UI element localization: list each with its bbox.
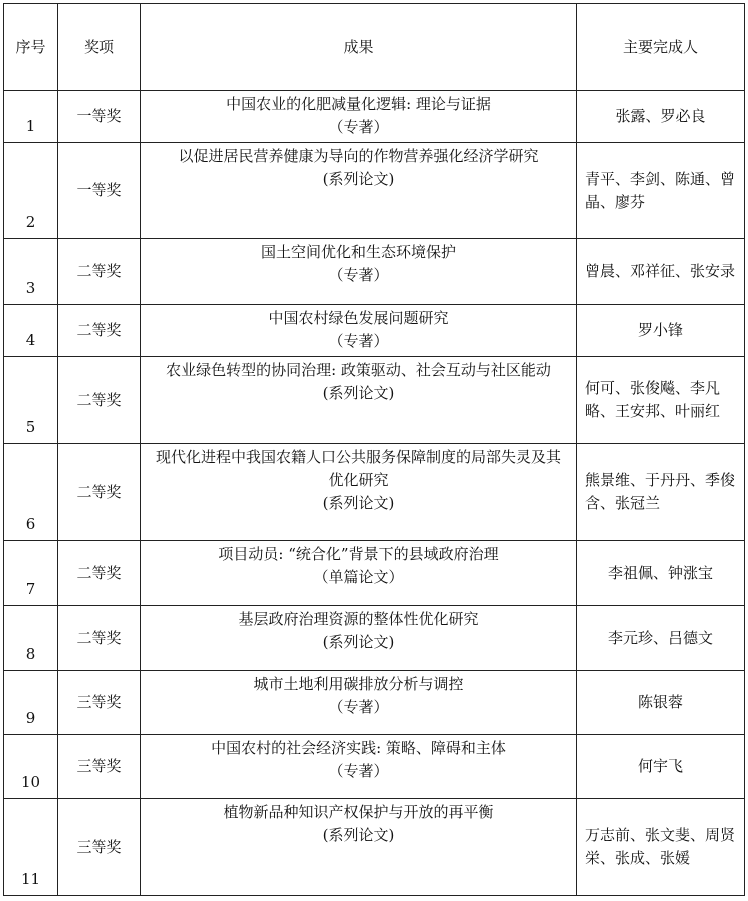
result-title: 国土空间优化和生态环境保护 [260, 243, 456, 261]
contributors: 李元珍、吕德文 [577, 606, 745, 671]
contributors: 万志前、张文斐、周贤栄、张成、张媛 [577, 799, 745, 896]
result-cell [141, 143, 577, 239]
result-cell [141, 91, 577, 143]
result-title: 中国农村绿色发展问题研究 [268, 309, 449, 327]
table-row [4, 671, 745, 735]
result-type: （专著） [328, 332, 389, 350]
row-number: 1 [4, 91, 58, 143]
contributors: 何宇飞 [577, 735, 745, 799]
result-title: 现代化进程中我国农籍人口公共服务保障制度的局部失灵及其优化研究 [155, 448, 561, 489]
contributors: 张露、罗必良 [577, 91, 745, 143]
contributors: 熊景维、于丹丹、季俊含、张冠兰 [577, 444, 745, 541]
result-cell [141, 541, 577, 606]
result-type: (系列论文) [322, 384, 395, 402]
result-title: 城市土地利用碳排放分析与调控 [253, 675, 464, 693]
result-cell [141, 606, 577, 671]
table-row [4, 91, 745, 143]
contributors: 李祖佩、钟涨宝 [577, 541, 745, 606]
result-type: （专著） [328, 762, 389, 780]
contributors: 何可、张俊飚、李凡略、王安邦、叶丽红 [577, 357, 745, 444]
header-people: 主要完成人 [577, 4, 745, 91]
result-cell [141, 444, 577, 541]
result-cell [141, 735, 577, 799]
award-level: 三等奖 [58, 671, 141, 735]
result-title: 农业绿色转型的协同治理: 政策驱动、社会互动与社区能动 [166, 361, 551, 379]
result-type: （专著） [328, 698, 389, 716]
row-number: 5 [4, 357, 58, 444]
award-level: 二等奖 [58, 239, 141, 305]
award-level: 三等奖 [58, 799, 141, 896]
result-cell [141, 305, 577, 357]
row-number: 3 [4, 239, 58, 305]
result-title: 项目动员: “统合化”背景下的县域政府治理 [218, 545, 499, 563]
header-no: 序号 [4, 4, 58, 91]
result-cell [141, 357, 577, 444]
award-level: 二等奖 [58, 357, 141, 444]
table-row [4, 444, 745, 541]
award-level: 一等奖 [58, 91, 141, 143]
result-cell [141, 671, 577, 735]
awards-table [3, 3, 745, 896]
result-title: 基层政府治理资源的整体性优化研究 [238, 610, 479, 628]
result-title: 植物新品种知识产权保护与开放的再平衡 [223, 803, 494, 821]
table-row [4, 143, 745, 239]
award-level: 二等奖 [58, 541, 141, 606]
table-row [4, 606, 745, 671]
table-row [4, 735, 745, 799]
result-type: (系列论文) [322, 170, 395, 188]
row-number: 11 [4, 799, 58, 896]
award-level: 二等奖 [58, 606, 141, 671]
result-type: （专著） [328, 118, 389, 136]
row-number: 6 [4, 444, 58, 541]
award-level: 三等奖 [58, 735, 141, 799]
award-level: 二等奖 [58, 305, 141, 357]
row-number: 10 [4, 735, 58, 799]
contributors: 罗小锋 [577, 305, 745, 357]
row-number: 2 [4, 143, 58, 239]
result-type: （专著） [328, 266, 389, 284]
result-cell [141, 239, 577, 305]
result-title: 中国农业的化肥减量化逻辑: 理论与证据 [226, 95, 491, 113]
award-level: 一等奖 [58, 143, 141, 239]
header-row [4, 4, 745, 91]
contributors: 青平、李剑、陈通、曾晶、廖芬 [577, 143, 745, 239]
row-number: 8 [4, 606, 58, 671]
table-row [4, 239, 745, 305]
row-number: 9 [4, 671, 58, 735]
award-level: 二等奖 [58, 444, 141, 541]
row-number: 4 [4, 305, 58, 357]
header-award: 奖项 [58, 4, 141, 91]
result-cell [141, 799, 577, 896]
contributors: 曾晨、邓祥征、张安录 [577, 239, 745, 305]
table-row [4, 541, 745, 606]
table-row [4, 799, 745, 896]
result-type: (系列论文) [322, 494, 395, 512]
result-type: (系列论文) [322, 633, 395, 651]
result-title: 以促进居民营养健康为导向的作物营养强化经济学研究 [178, 147, 539, 165]
result-type: （单篇论文） [313, 568, 404, 586]
table-row [4, 305, 745, 357]
result-title: 中国农村的社会经济实践: 策略、障碍和主体 [211, 739, 506, 757]
contributors: 陈银蓉 [577, 671, 745, 735]
result-type: (系列论文) [322, 826, 395, 844]
table-row [4, 357, 745, 444]
row-number: 7 [4, 541, 58, 606]
header-result: 成果 [141, 4, 577, 91]
